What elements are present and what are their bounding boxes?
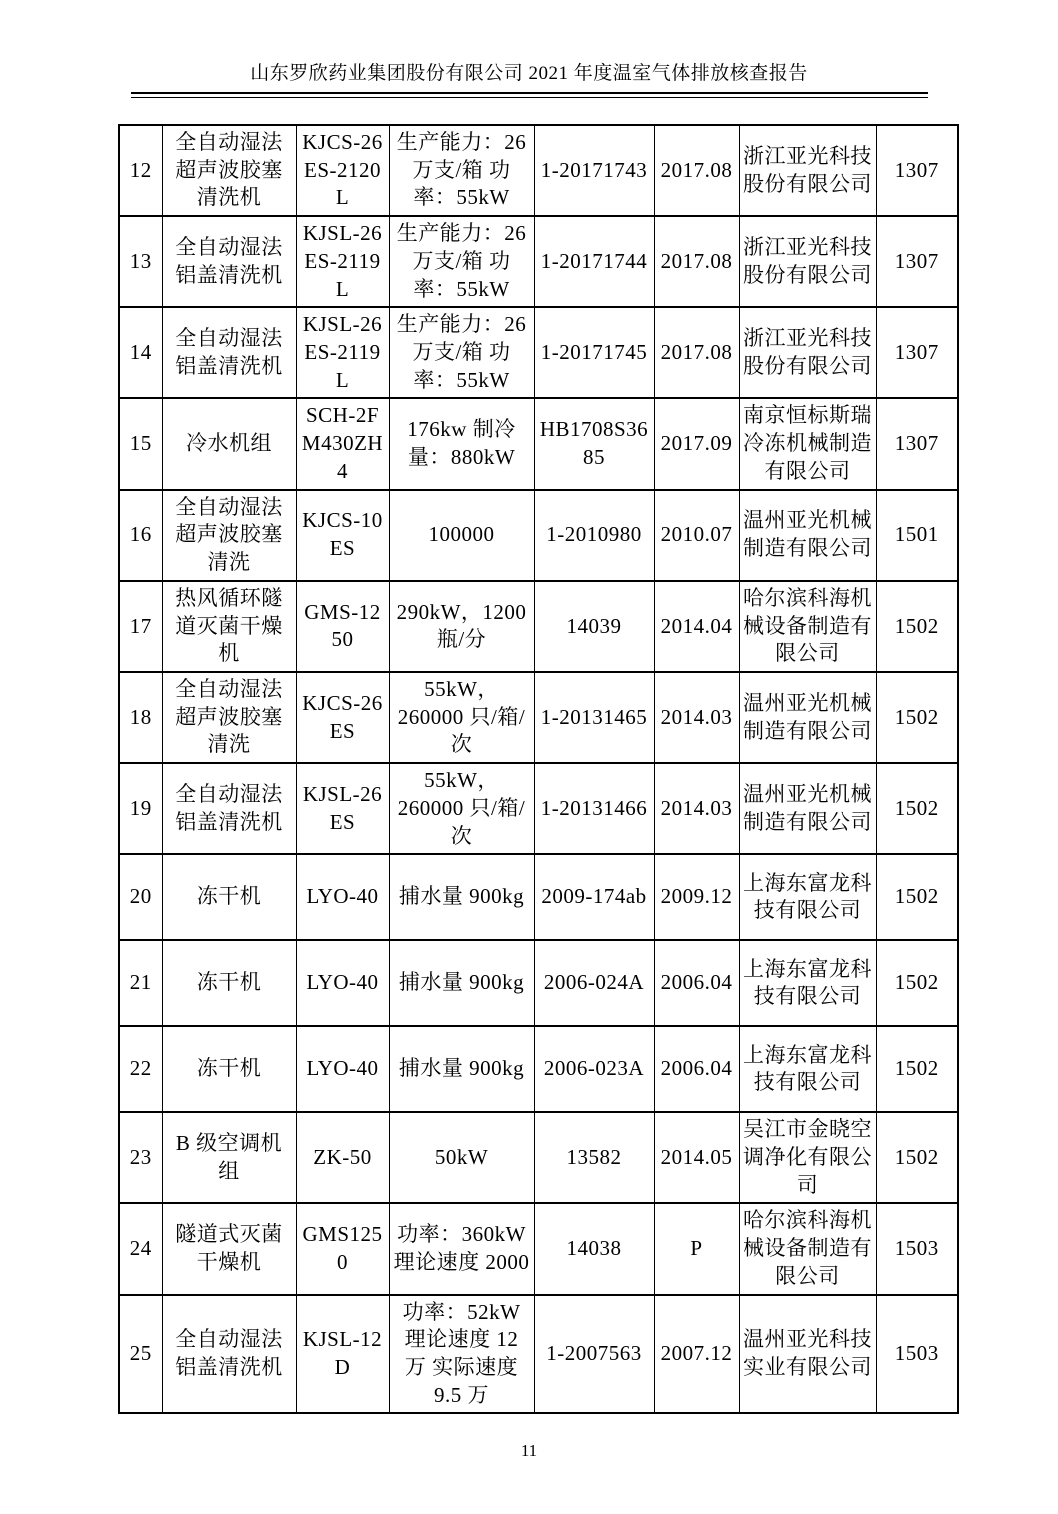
table-row <box>119 854 958 940</box>
capacity-cell: 功率：360kW 理论速度 2000 <box>389 1203 534 1294</box>
row-number-cell: 22 <box>119 1026 162 1112</box>
serial-number-cell: 1-20171743 <box>534 125 654 216</box>
header-divider <box>131 92 928 98</box>
row-number-cell: 19 <box>119 763 162 854</box>
serial-number-cell: 1-2010980 <box>534 490 654 581</box>
manufacturer-cell: 温州亚光机械制造有限公司 <box>739 763 876 854</box>
capacity-cell: 捕水量 900kg <box>389 854 534 940</box>
page-title: 山东罗欣药业集团股份有限公司 2021 年度温室气体排放核查报告 <box>250 63 808 84</box>
model-cell: GMS1250 <box>296 1203 389 1294</box>
row-number-cell: 25 <box>119 1295 162 1414</box>
capacity-cell: 100000 <box>389 490 534 581</box>
serial-number-cell: 1-20131465 <box>534 672 654 763</box>
table-row <box>119 940 958 1026</box>
workshop-code-cell: 1503 <box>876 1295 958 1414</box>
date-cell: 2010.07 <box>654 490 739 581</box>
date-cell: 2014.03 <box>654 763 739 854</box>
equipment-name-cell: 热风循环隧道灭菌干燥机 <box>162 581 296 672</box>
date-cell: 2017.08 <box>654 307 739 398</box>
workshop-code-cell: 1502 <box>876 940 958 1026</box>
row-number-cell: 16 <box>119 490 162 581</box>
model-cell: GMS-1250 <box>296 581 389 672</box>
serial-number-cell: 14039 <box>534 581 654 672</box>
capacity-cell: 功率：52kW 理论速度 12 万 实际速度 9.5 万 <box>389 1295 534 1414</box>
equipment-name-cell: 冻干机 <box>162 854 296 940</box>
serial-number-cell: 2006-023A <box>534 1026 654 1112</box>
row-number-cell: 23 <box>119 1112 162 1203</box>
date-cell: P <box>654 1203 739 1294</box>
table-row <box>119 1112 958 1203</box>
capacity-cell: 55kW，260000 只/箱/次 <box>389 672 534 763</box>
date-cell: 2014.04 <box>654 581 739 672</box>
date-cell: 2017.08 <box>654 216 739 307</box>
table-row <box>119 490 958 581</box>
date-cell: 2006.04 <box>654 1026 739 1112</box>
row-number-cell: 24 <box>119 1203 162 1294</box>
model-cell: KJSL-26ES <box>296 763 389 854</box>
model-cell: ZK-50 <box>296 1112 389 1203</box>
manufacturer-cell: 上海东富龙科技有限公司 <box>739 940 876 1026</box>
workshop-code-cell: 1502 <box>876 854 958 940</box>
capacity-cell: 生产能力：26 万支/箱 功率：55kW <box>389 216 534 307</box>
table-row <box>119 581 958 672</box>
equipment-name-cell: 全自动湿法铝盖清洗机 <box>162 1295 296 1414</box>
date-cell: 2017.08 <box>654 125 739 216</box>
date-cell: 2017.09 <box>654 398 739 489</box>
serial-number-cell: 1-20171745 <box>534 307 654 398</box>
row-number-cell: 20 <box>119 854 162 940</box>
model-cell: KJCS-26ES <box>296 672 389 763</box>
row-number-cell: 18 <box>119 672 162 763</box>
model-cell: LYO-40 <box>296 854 389 940</box>
capacity-cell: 捕水量 900kg <box>389 940 534 1026</box>
workshop-code-cell: 1307 <box>876 398 958 489</box>
capacity-cell: 50kW <box>389 1112 534 1203</box>
date-cell: 2014.03 <box>654 672 739 763</box>
row-number-cell: 15 <box>119 398 162 489</box>
manufacturer-cell: 浙江亚光科技股份有限公司 <box>739 125 876 216</box>
table-row <box>119 216 958 307</box>
serial-number-cell: 2006-024A <box>534 940 654 1026</box>
row-number-cell: 14 <box>119 307 162 398</box>
manufacturer-cell: 温州亚光机械制造有限公司 <box>739 490 876 581</box>
workshop-code-cell: 1307 <box>876 307 958 398</box>
model-cell: LYO-40 <box>296 1026 389 1112</box>
workshop-code-cell: 1307 <box>876 125 958 216</box>
workshop-code-cell: 1502 <box>876 672 958 763</box>
manufacturer-cell: 浙江亚光科技股份有限公司 <box>739 307 876 398</box>
workshop-code-cell: 1502 <box>876 763 958 854</box>
equipment-table <box>118 124 959 1414</box>
equipment-name-cell: 全自动湿法超声波胶塞清洗 <box>162 672 296 763</box>
model-cell: KJCS-26ES-2120L <box>296 125 389 216</box>
equipment-name-cell: 冻干机 <box>162 940 296 1026</box>
serial-number-cell: 1-2007563 <box>534 1295 654 1414</box>
equipment-name-cell: 全自动湿法铝盖清洗机 <box>162 307 296 398</box>
row-number-cell: 13 <box>119 216 162 307</box>
manufacturer-cell: 上海东富龙科技有限公司 <box>739 854 876 940</box>
model-cell: LYO-40 <box>296 940 389 1026</box>
manufacturer-cell: 温州亚光机械制造有限公司 <box>739 672 876 763</box>
table-row <box>119 125 958 216</box>
serial-number-cell: 13582 <box>534 1112 654 1203</box>
equipment-name-cell: 全自动湿法铝盖清洗机 <box>162 216 296 307</box>
row-number-cell: 21 <box>119 940 162 1026</box>
manufacturer-cell: 上海东富龙科技有限公司 <box>739 1026 876 1112</box>
capacity-cell: 生产能力：26 万支/箱 功率：55kW <box>389 307 534 398</box>
table-row <box>119 1026 958 1112</box>
equipment-name-cell: B 级空调机组 <box>162 1112 296 1203</box>
manufacturer-cell: 哈尔滨科海机械设备制造有限公司 <box>739 1203 876 1294</box>
date-cell: 2014.05 <box>654 1112 739 1203</box>
equipment-name-cell: 全自动湿法超声波胶塞清洗机 <box>162 125 296 216</box>
capacity-cell: 捕水量 900kg <box>389 1026 534 1112</box>
manufacturer-cell: 南京恒标斯瑞冷冻机械制造有限公司 <box>739 398 876 489</box>
equipment-name-cell: 隧道式灭菌干燥机 <box>162 1203 296 1294</box>
model-cell: SCH-2FM430ZH4 <box>296 398 389 489</box>
workshop-code-cell: 1501 <box>876 490 958 581</box>
equipment-name-cell: 全自动湿法超声波胶塞清洗 <box>162 490 296 581</box>
workshop-code-cell: 1503 <box>876 1203 958 1294</box>
row-number-cell: 17 <box>119 581 162 672</box>
serial-number-cell: 1-20131466 <box>534 763 654 854</box>
serial-number-cell: 14038 <box>534 1203 654 1294</box>
table-row <box>119 672 958 763</box>
capacity-cell: 生产能力：26 万支/箱 功率：55kW <box>389 125 534 216</box>
equipment-name-cell: 冻干机 <box>162 1026 296 1112</box>
serial-number-cell: 2009-174ab <box>534 854 654 940</box>
page-number: 11 <box>520 1441 538 1460</box>
manufacturer-cell: 温州亚光科技实业有限公司 <box>739 1295 876 1414</box>
table-row <box>119 1203 958 1294</box>
date-cell: 2006.04 <box>654 940 739 1026</box>
manufacturer-cell: 浙江亚光科技股份有限公司 <box>739 216 876 307</box>
workshop-code-cell: 1502 <box>876 1112 958 1203</box>
serial-number-cell: 1-20171744 <box>534 216 654 307</box>
manufacturer-cell: 吴江市金晓空调净化有限公司 <box>739 1112 876 1203</box>
table-row <box>119 1295 958 1414</box>
row-number-cell: 12 <box>119 125 162 216</box>
manufacturer-cell: 哈尔滨科海机械设备制造有限公司 <box>739 581 876 672</box>
table-row <box>119 398 958 489</box>
workshop-code-cell: 1502 <box>876 1026 958 1112</box>
capacity-cell: 290kW，1200 瓶/分 <box>389 581 534 672</box>
workshop-code-cell: 1307 <box>876 216 958 307</box>
capacity-cell: 55kW，260000 只/箱/次 <box>389 763 534 854</box>
date-cell: 2009.12 <box>654 854 739 940</box>
model-cell: KJCS-10ES <box>296 490 389 581</box>
date-cell: 2007.12 <box>654 1295 739 1414</box>
serial-number-cell: HB1708S3685 <box>534 398 654 489</box>
page-header <box>0 0 1058 98</box>
table-row <box>119 307 958 398</box>
equipment-name-cell: 全自动湿法铝盖清洗机 <box>162 763 296 854</box>
model-cell: KJSL-12D <box>296 1295 389 1414</box>
model-cell: KJSL-26ES-2119L <box>296 307 389 398</box>
table-row <box>119 763 958 854</box>
workshop-code-cell: 1502 <box>876 581 958 672</box>
model-cell: KJSL-26ES-2119L <box>296 216 389 307</box>
capacity-cell: 176kw 制冷量：880kW <box>389 398 534 489</box>
equipment-name-cell: 冷水机组 <box>162 398 296 489</box>
